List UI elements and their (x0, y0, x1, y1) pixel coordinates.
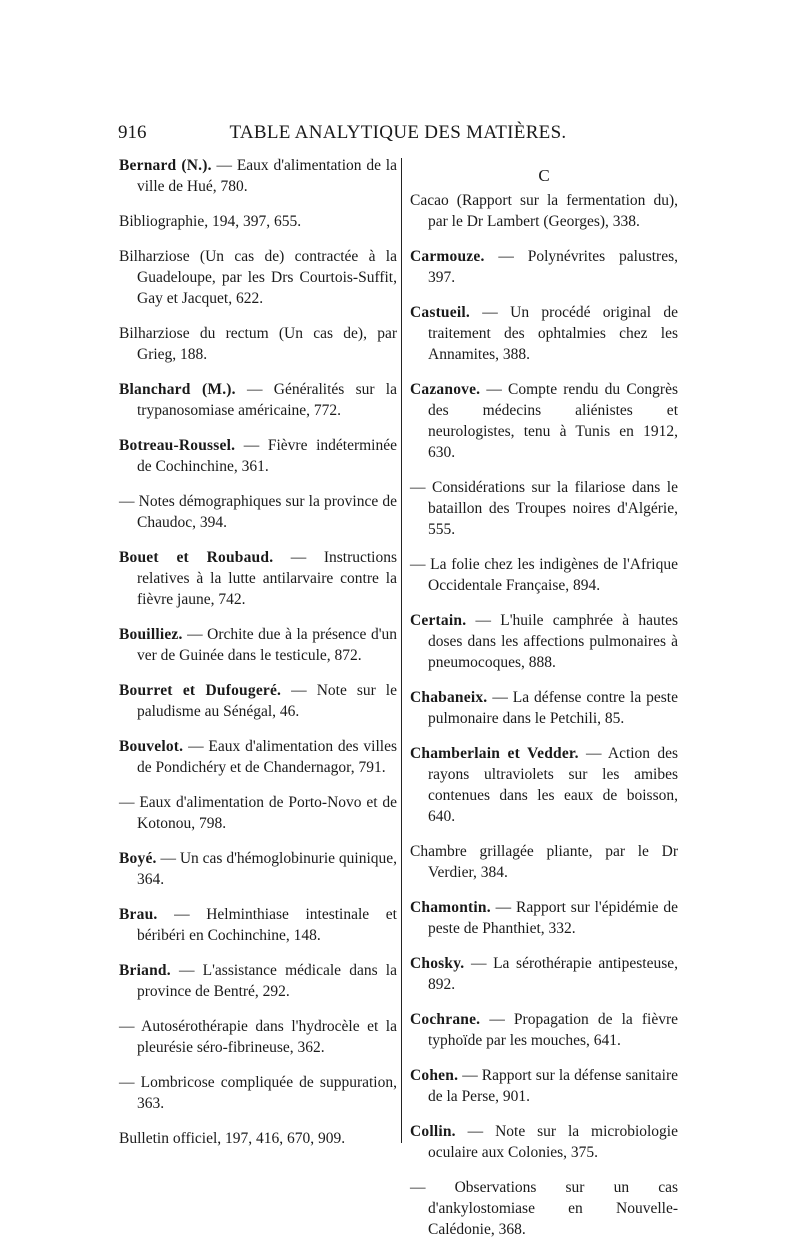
index-entry (410, 1121, 678, 1163)
index-entry (119, 155, 397, 197)
index-entry (410, 687, 678, 729)
entry-text: — Compte rendu du Congrès des médecins aliénistes et neurologistes, tenu à Tunis en 1912, 630. (428, 381, 678, 461)
entry-text: Bilharziose du rectum (Un cas de), par Grieg, 188. (119, 325, 397, 363)
entry-author: Bouilliez. (119, 626, 183, 643)
entry-text: — Rapport sur l'épidémie de peste de Phanthiet, 332. (428, 899, 678, 937)
entry-text: — L'assistance médicale dans la province de Bentré, 292. (137, 962, 397, 1000)
index-entry (410, 1177, 678, 1240)
entry-text: — Un procédé original de traitement des ophtalmies chez les Annamites, 388. (428, 304, 678, 363)
entry-author: Chamberlain et Vedder. (410, 745, 579, 762)
left-column (119, 155, 397, 1163)
entry-text: — La sérothérapie antipesteuse, 892. (428, 955, 678, 993)
entry-author: Collin. (410, 1123, 456, 1140)
right-column-entries (410, 190, 678, 1240)
entry-author: Boyé. (119, 850, 157, 867)
entry-author: Castueil. (410, 304, 470, 321)
page-number: 916 (118, 122, 147, 143)
entry-author: Cazanove. (410, 381, 481, 398)
entry-text: — Note sur la microbiologie oculaire aux Colonies, 375. (428, 1123, 678, 1161)
index-entry (119, 1072, 397, 1114)
index-entry (410, 246, 678, 288)
entry-author: Briand. (119, 962, 171, 979)
entry-text: — Autosérothérapie dans l'hydrocèle et la pleurésie séro-fibrineuse, 362. (119, 1018, 397, 1056)
entry-author: Chabaneix. (410, 689, 488, 706)
entry-text: — Eaux d'alimentation des villes de Pondichéry et de Chandernagor, 791. (137, 738, 397, 776)
entry-author: Bouet et Roubaud. (119, 549, 274, 566)
entry-text: — La folie chez les indigènes de l'Afrique Occidentale Française, 894. (410, 556, 678, 594)
entry-author: Bouvelot. (119, 738, 184, 755)
entry-text: Bulletin officiel, 197, 416, 670, 909. (119, 1130, 346, 1147)
index-entry (410, 1009, 678, 1051)
index-entry (119, 1016, 397, 1058)
index-entry (410, 953, 678, 995)
index-entry (119, 848, 397, 890)
index-entry (119, 1128, 397, 1149)
entry-text: — Instructions relatives à la lutte antilarvaire contre la fièvre jaune, 742. (137, 549, 397, 608)
entry-author: Blanchard (M.). (119, 381, 236, 398)
entry-author: Brau. (119, 906, 158, 923)
entry-text: — Propagation de la fièvre typhoïde par les mouches, 641. (428, 1011, 678, 1049)
entry-text: — Fièvre indéterminée de Cochinchine, 361. (137, 437, 397, 475)
entry-text: Cacao (Rapport sur la fermentation du), par le Dr Lambert (Georges), 338. (410, 192, 678, 230)
entry-text: — Helminthiase intestinale et béribéri en Cochinchine, 148. (137, 906, 397, 944)
index-entry (119, 960, 397, 1002)
index-entry (410, 477, 678, 540)
index-entry (410, 841, 678, 883)
page-header (118, 122, 678, 152)
running-title: TABLE ANALYTIQUE DES MATIÈRES. (229, 122, 567, 143)
index-entry (119, 624, 397, 666)
entry-text: — Eaux d'alimentation de Porto-Novo et de Kotonou, 798. (119, 794, 397, 832)
index-entry (119, 435, 397, 477)
entry-text: — Généralités sur la trypanosomiase américaine, 772. (137, 381, 397, 419)
index-entry (410, 554, 678, 596)
entry-text: — La défense contre la peste pulmonaire dans le Petchili, 85. (428, 689, 678, 727)
index-entry (119, 323, 397, 365)
entry-text: — Eaux d'alimentation de la ville de Hué, 780. (137, 157, 397, 195)
entry-text: — Rapport sur la défense sanitaire de la Perse, 901. (428, 1067, 678, 1105)
entry-author: Certain. (410, 612, 467, 629)
index-entry (119, 904, 397, 946)
index-entry (410, 743, 678, 827)
entry-text: — Action des rayons ultraviolets sur les amibes contenues dans les eaux de boisson, 640. (428, 745, 678, 825)
entry-text: Chambre grillagée pliante, par le Dr Verdier, 384. (410, 843, 678, 881)
index-entry (410, 379, 678, 463)
index-entry (410, 897, 678, 939)
column-divider (401, 158, 402, 1143)
index-entry (119, 547, 397, 610)
entry-text: — Lombricose compliquée de suppuration, 363. (119, 1074, 397, 1112)
entry-text: — L'huile camphrée à hautes doses dans les affections pulmonaires à pneumocoques, 888. (428, 612, 678, 671)
entry-text: Bibliographie, 194, 397, 655. (119, 213, 302, 230)
entry-text: — Un cas d'hémoglobinurie quinique, 364. (137, 850, 398, 888)
entry-author: Carmouze. (410, 248, 485, 265)
index-entry (119, 680, 397, 722)
index-entry (410, 1065, 678, 1107)
index-entry (119, 736, 397, 778)
entry-author: Bernard (N.). (119, 157, 212, 174)
index-entry (410, 302, 678, 365)
section-letter: C (538, 166, 550, 185)
index-entry (119, 246, 397, 309)
right-column (410, 155, 678, 1254)
entry-author: Chamontin. (410, 899, 491, 916)
entry-author: Chosky. (410, 955, 465, 972)
index-entry (119, 491, 397, 533)
entry-text: — Orchite due à la présence d'un ver de Guinée dans le testicule, 872. (137, 626, 397, 664)
index-entry (410, 610, 678, 673)
entry-text: Bilharziose (Un cas de) contractée à la Guadeloupe, par les Drs Courtois-Suffit, Gay et Jacquet, 622. (119, 248, 397, 307)
entry-author: Bourret et Dufougeré. (119, 682, 282, 699)
entry-text: — Considérations sur la filariose dans le bataillon des Troupes noires d'Algérie, 555. (410, 479, 678, 538)
entry-text: — Observations sur un cas d'ankylostomiase en Nouvelle-Calédonie, 368. (410, 1179, 678, 1238)
index-entry (119, 792, 397, 834)
entry-text: — Note sur le paludisme au Sénégal, 46. (137, 682, 397, 720)
entry-author: Cohen. (410, 1067, 459, 1084)
entry-author: Botreau-Roussel. (119, 437, 236, 454)
index-entry (119, 379, 397, 421)
entry-author: Cochrane. (410, 1011, 481, 1028)
entry-text: — Notes démographiques sur la province de Chaudoc, 394. (119, 493, 397, 531)
entry-text: — Polynévrites palustres, 397. (428, 248, 678, 286)
index-entry (410, 190, 678, 232)
index-entry (119, 211, 397, 232)
